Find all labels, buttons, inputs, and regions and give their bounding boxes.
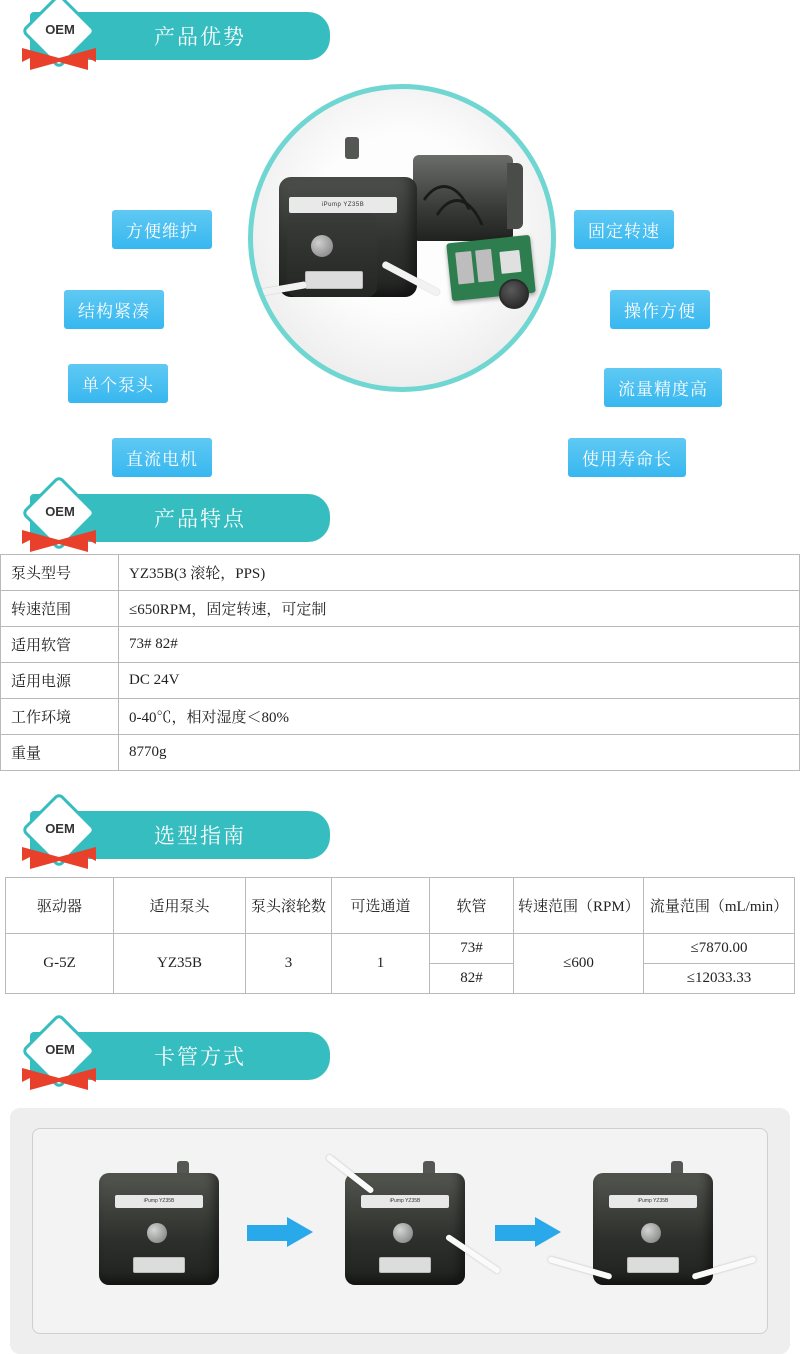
specification-table bbox=[0, 554, 800, 771]
advantage-pill-6: 操作方便 bbox=[610, 290, 710, 329]
col-flow-range: 流量范围（mL/min） bbox=[644, 878, 795, 934]
cell-tube: 73# bbox=[430, 934, 514, 964]
tube-loading-panel bbox=[10, 1108, 790, 1354]
table-row bbox=[1, 699, 800, 735]
cell-rollers: 3 bbox=[246, 934, 332, 994]
spec-key: 重量 bbox=[1, 735, 119, 771]
ribbon-icon bbox=[20, 46, 98, 72]
oem-label: OEM bbox=[45, 821, 75, 836]
spec-value: 73# 82# bbox=[119, 627, 800, 663]
arrow-right-icon-1 bbox=[247, 1217, 313, 1247]
spec-key: 转速范围 bbox=[1, 591, 119, 627]
ribbon-icon bbox=[20, 528, 98, 554]
table-row bbox=[1, 735, 800, 771]
oem-label: OEM bbox=[45, 22, 75, 37]
col-pump-head: 适用泵头 bbox=[114, 878, 246, 934]
advantage-pill-3: 单个泵头 bbox=[68, 364, 168, 403]
motor-stud bbox=[345, 137, 359, 159]
potentiometer-knob bbox=[499, 279, 529, 309]
section-header-selection-guide bbox=[0, 799, 800, 871]
cell-flow-range: ≤12033.33 bbox=[644, 964, 795, 994]
spec-key: 泵头型号 bbox=[1, 555, 119, 591]
spec-key: 工作环境 bbox=[1, 699, 119, 735]
table-row bbox=[1, 663, 800, 699]
selection-guide-table bbox=[5, 877, 795, 994]
col-rollers: 泵头滚轮数 bbox=[246, 878, 332, 934]
tube-loading-step-2 bbox=[345, 1173, 465, 1285]
cell-flow-range: ≤7870.00 bbox=[644, 934, 795, 964]
spec-value: ≤650RPM，固定转速，可定制 bbox=[119, 591, 800, 627]
advantages-area bbox=[0, 72, 800, 469]
pump-tag-label bbox=[379, 1257, 431, 1273]
col-channels: 可选通道 bbox=[332, 878, 430, 934]
ribbon-icon bbox=[20, 845, 98, 871]
section-title: 选型指南 bbox=[154, 824, 246, 848]
oem-label: OEM bbox=[45, 1042, 75, 1057]
spec-key: 适用软管 bbox=[1, 627, 119, 663]
table-row bbox=[1, 591, 800, 627]
pump-brand-label: iPump YZ35B bbox=[361, 1195, 449, 1208]
table-row bbox=[1, 627, 800, 663]
oem-badge bbox=[18, 2, 102, 72]
spec-value: YZ35B(3 滚轮，PPS) bbox=[119, 555, 800, 591]
pump-brand-label: iPump YZ35B bbox=[609, 1195, 697, 1208]
pump-tag-label bbox=[305, 271, 363, 289]
pump-knob bbox=[393, 1223, 413, 1243]
pump-knob bbox=[311, 235, 333, 257]
pump-brand-label: iPump YZ35B bbox=[289, 197, 397, 213]
section-header-advantages bbox=[0, 0, 800, 72]
advantage-pill-4: 直流电机 bbox=[112, 438, 212, 477]
oem-badge bbox=[18, 801, 102, 871]
pump-knob bbox=[147, 1223, 167, 1243]
arrow-right-icon-2 bbox=[495, 1217, 561, 1247]
section-title: 产品特点 bbox=[154, 507, 246, 531]
pcb-terminal bbox=[499, 250, 521, 274]
oem-label: OEM bbox=[45, 504, 75, 519]
cell-speed-range: ≤600 bbox=[514, 934, 644, 994]
section-title: 卡管方式 bbox=[154, 1045, 246, 1069]
ribbon-icon bbox=[20, 1066, 98, 1092]
section-title: 产品优势 bbox=[154, 25, 246, 49]
table-row bbox=[6, 934, 795, 964]
cell-tube: 82# bbox=[430, 964, 514, 994]
pump-tag-label bbox=[133, 1257, 185, 1273]
tube-loading-step-3 bbox=[593, 1173, 713, 1285]
advantage-pill-5: 固定转速 bbox=[574, 210, 674, 249]
oem-badge bbox=[18, 484, 102, 554]
tube-loading-inner bbox=[32, 1128, 768, 1334]
cell-pump-head: YZ35B bbox=[114, 934, 246, 994]
advantage-pill-2: 结构紧凑 bbox=[64, 290, 164, 329]
col-driver: 驱动器 bbox=[6, 878, 114, 934]
product-photo bbox=[248, 84, 556, 392]
cell-driver: G-5Z bbox=[6, 934, 114, 994]
col-tube: 软管 bbox=[430, 878, 514, 934]
oem-badge bbox=[18, 1022, 102, 1092]
pump-tag-label bbox=[627, 1257, 679, 1273]
pump-brand-label: iPump YZ35B bbox=[115, 1195, 203, 1208]
advantage-pill-8: 使用寿命长 bbox=[568, 438, 686, 477]
spec-value: DC 24V bbox=[119, 663, 800, 699]
spec-key: 适用电源 bbox=[1, 663, 119, 699]
spec-value: 8770g bbox=[119, 735, 800, 771]
table-row bbox=[1, 555, 800, 591]
table-header-row bbox=[6, 878, 795, 934]
spec-value: 0-40℃，相对湿度＜80% bbox=[119, 699, 800, 735]
pump-knob bbox=[641, 1223, 661, 1243]
section-header-features bbox=[0, 482, 800, 554]
advantage-pill-7: 流量精度高 bbox=[604, 368, 722, 407]
tube-loading-step-1 bbox=[99, 1173, 219, 1285]
section-header-tube-loading bbox=[0, 1020, 800, 1092]
cell-channels: 1 bbox=[332, 934, 430, 994]
advantage-pill-1: 方便维护 bbox=[112, 210, 212, 249]
col-speed-range: 转速范围（RPM） bbox=[514, 878, 644, 934]
motor-cap bbox=[507, 163, 523, 229]
